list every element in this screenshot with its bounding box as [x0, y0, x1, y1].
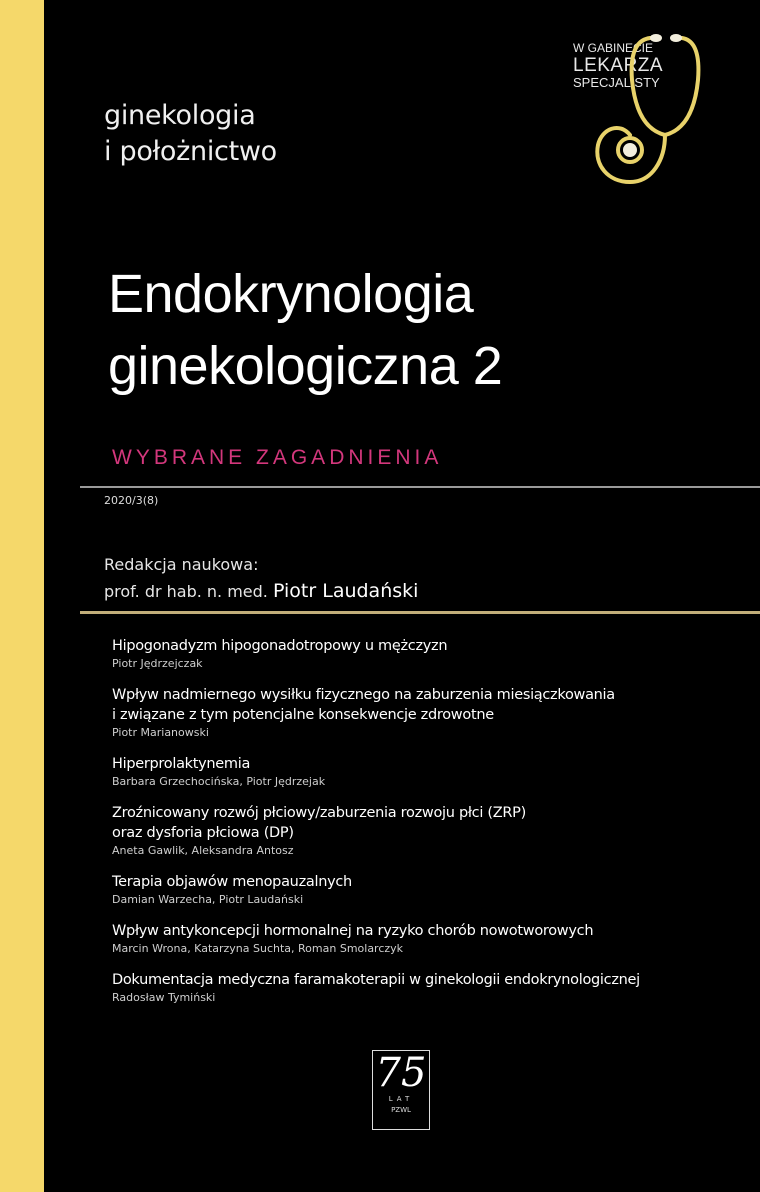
issue-number: 2020/3(8) [104, 494, 159, 507]
series-line-1: ginekologia [104, 100, 256, 131]
article-title: i związane z tym potencjalne konsekwencje zdrowotne [112, 707, 494, 723]
series-line-2: i położnictwo [104, 136, 277, 167]
publisher-logo [372, 1050, 430, 1130]
article-authors: Barbara Grzechocińska, Piotr Jędrzejak [112, 775, 326, 788]
article-title: Hipogonadyzm hipogonadotropowy u mężczyzn [112, 638, 448, 654]
logo-number: 75 [375, 1050, 427, 1096]
editor-degree: prof. dr hab. n. med. [104, 582, 268, 601]
article-authors: Aneta Gawlik, Aleksandra Antosz [112, 844, 294, 857]
list-item [112, 685, 752, 740]
badge-line-1: W GABINECIE [573, 41, 654, 55]
editor-label: Redakcja naukowa: [104, 555, 259, 574]
article-authors: Piotr Marianowski [112, 726, 209, 739]
article-authors: Radosław Tymiński [112, 991, 216, 1004]
list-item [112, 970, 752, 1005]
article-authors: Damian Warzecha, Piotr Laudański [112, 893, 304, 906]
series-title [104, 98, 277, 170]
article-title: Dokumentacja medyczna faramakoterapii w ginekologii endokrynologicznej [112, 972, 640, 988]
table-of-contents [112, 636, 752, 1019]
badge-line-3: SPECJALISTY [573, 75, 660, 90]
list-item [112, 636, 752, 671]
article-title: Wpływ nadmiernego wysiłku fizycznego na zaburzenia miesiączkowania [112, 687, 615, 703]
editor-name: Piotr Laudański [272, 580, 419, 602]
subtitle: WYBRANE ZAGADNIENIA [112, 446, 443, 469]
list-item [112, 921, 752, 956]
article-authors: Piotr Jędrzejczak [112, 657, 203, 670]
list-item [112, 803, 752, 858]
article-title: Zroźnicowany rozwój płciowy/zaburzenia rozwoju płci (ZRP) [112, 805, 526, 821]
gold-divider [80, 611, 760, 614]
title-line-2: ginekologiczna 2 [108, 336, 503, 396]
title-line-1: Endokrynologia [108, 264, 474, 324]
badge-line-2: LEKARZA [573, 55, 664, 76]
list-item [112, 754, 752, 789]
article-title: Wpływ antykoncepcji hormonalnej na ryzyko chorób nowotworowych [112, 923, 594, 939]
divider [80, 486, 760, 488]
logo-publisher: PZWL [391, 1106, 411, 1114]
stethoscope-icon [590, 10, 750, 190]
logo-label: LAT [388, 1095, 414, 1103]
article-authors: Marcin Wrona, Katarzyna Suchta, Roman Smolarczyk [112, 942, 404, 955]
book-title [108, 258, 502, 402]
article-title: oraz dysforia płciowa (DP) [112, 825, 294, 841]
list-item [112, 872, 752, 907]
article-title: Hiperprolaktynemia [112, 756, 251, 772]
editor-block [104, 551, 418, 605]
article-title: Terapia objawów menopauzalnych [112, 874, 352, 890]
yellow-side-strip [0, 0, 44, 1192]
